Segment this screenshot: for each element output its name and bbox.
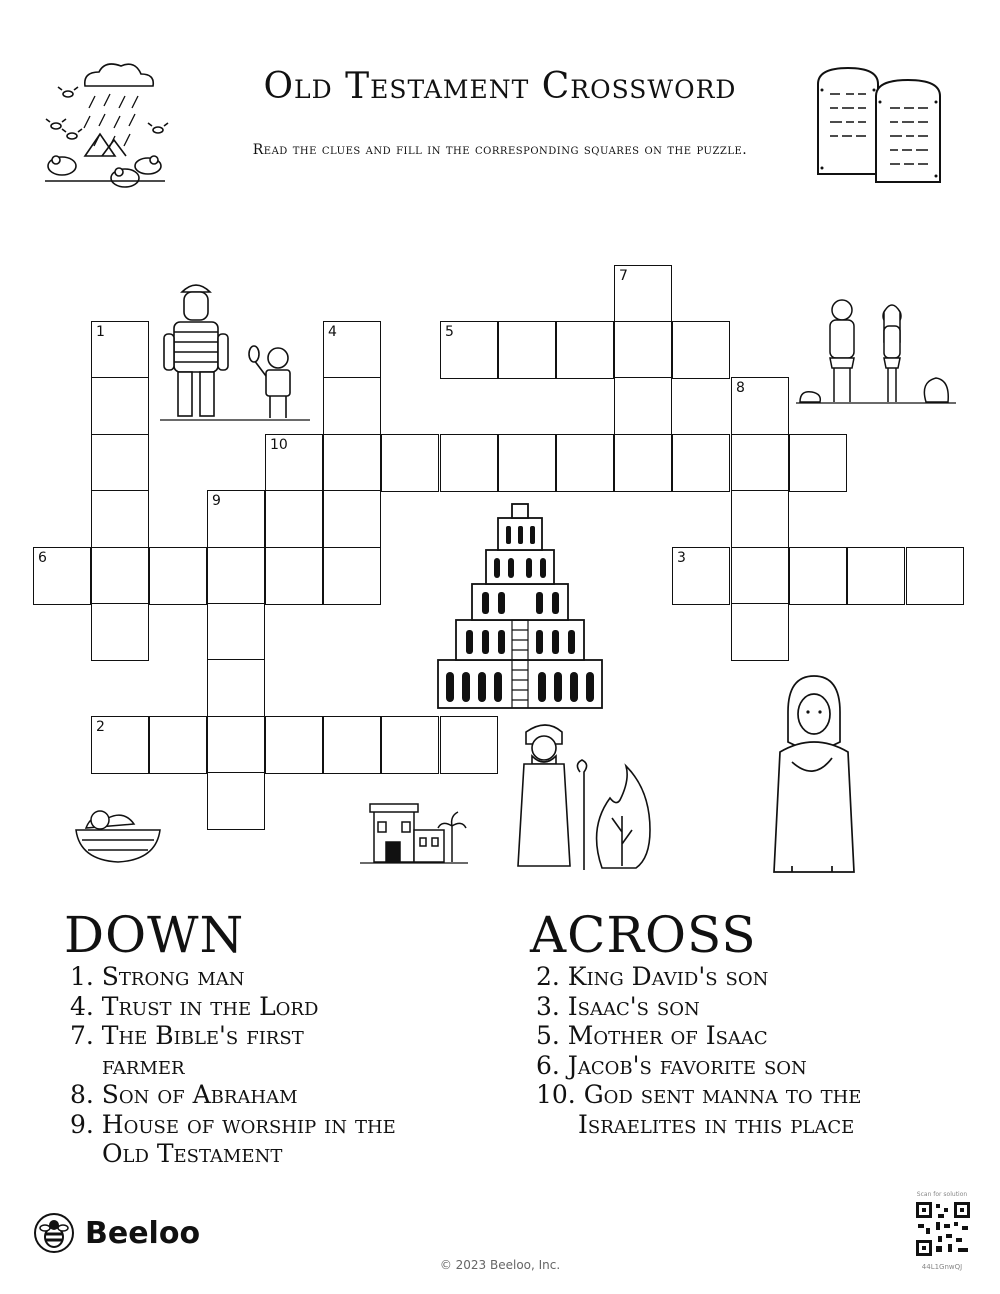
grid-cell[interactable] <box>731 547 789 605</box>
adam-and-eve-icon <box>796 296 956 408</box>
down-clue: 1. Strong man <box>70 962 245 991</box>
clue-number: 6 <box>38 550 47 566</box>
clue-number: 5 <box>445 324 454 340</box>
grid-cell[interactable] <box>440 321 498 379</box>
grid-cell[interactable] <box>33 547 91 605</box>
clue-number: 7 <box>619 268 628 284</box>
down-heading: DOWN <box>64 906 245 964</box>
baby-moses-basket-icon <box>72 800 164 866</box>
grid-cell[interactable] <box>672 321 730 379</box>
clue-number: 9 <box>212 493 221 509</box>
qr-label: Scan for solution <box>916 1191 968 1198</box>
grid-cell[interactable] <box>556 321 614 379</box>
grid-cell[interactable] <box>672 434 730 492</box>
down-clue: 8. Son of Abraham <box>70 1080 298 1109</box>
moses-burning-bush-icon <box>510 712 660 872</box>
bee-logo-icon <box>33 1212 75 1254</box>
grid-cell[interactable] <box>323 377 381 435</box>
across-clue-list <box>536 962 916 1139</box>
clue-number: 10 <box>270 437 288 453</box>
grid-cell[interactable] <box>906 547 964 605</box>
grid-cell[interactable] <box>149 716 207 774</box>
grid-cell[interactable] <box>207 716 265 774</box>
grid-cell[interactable] <box>789 434 847 492</box>
across-clue: 10. God sent manna to the Israelites in this place <box>536 1080 862 1139</box>
grid-cell[interactable] <box>207 772 265 830</box>
down-clue: 4. Trust in the Lord <box>70 991 319 1021</box>
plague-scene-icon <box>40 56 170 196</box>
grid-cell[interactable] <box>91 377 149 435</box>
grid-cell[interactable] <box>440 716 498 774</box>
samson-and-boy-icon <box>160 276 310 426</box>
grid-cell[interactable] <box>265 547 323 605</box>
grid-cell[interactable] <box>614 377 672 435</box>
qr-code-icon[interactable] <box>916 1202 970 1256</box>
stone-tablets-icon <box>808 64 958 188</box>
grid-cell[interactable] <box>265 490 323 548</box>
grid-cell[interactable] <box>731 377 789 435</box>
across-heading: ACROSS <box>530 906 757 964</box>
grid-cell[interactable] <box>91 434 149 492</box>
across-clue: 3. Isaac's son <box>536 991 700 1021</box>
across-clue: 2. King David's son <box>536 962 769 991</box>
grid-cell[interactable] <box>498 434 556 492</box>
temple-icon <box>360 800 468 868</box>
page-title: Old Testament Crossword <box>263 66 737 107</box>
grid-cell[interactable] <box>323 490 381 548</box>
grid-cell[interactable] <box>731 434 789 492</box>
qr-code-id: 44L1GnwQJ <box>921 1263 963 1271</box>
across-clue: 5. Mother of Isaac <box>536 1021 768 1050</box>
grid-cell[interactable] <box>91 490 149 548</box>
down-clue-list <box>70 962 410 1169</box>
grid-cell[interactable] <box>498 321 556 379</box>
grid-cell[interactable] <box>381 434 439 492</box>
grid-cell[interactable] <box>614 321 672 379</box>
grid-cell[interactable] <box>265 716 323 774</box>
down-clue: 7. The Bible's first farmer <box>70 1021 304 1080</box>
grid-cell[interactable] <box>381 716 439 774</box>
grid-cell[interactable] <box>323 547 381 605</box>
grid-cell[interactable] <box>323 716 381 774</box>
grid-cell[interactable] <box>672 547 730 605</box>
grid-cell[interactable] <box>149 547 207 605</box>
page-subtitle: Read the clues and fill in the corresponding squares on the puzzle. <box>252 142 748 158</box>
grid-cell[interactable] <box>91 321 149 379</box>
grid-cell[interactable] <box>614 265 672 323</box>
grid-cell[interactable] <box>265 434 323 492</box>
grid-cell[interactable] <box>731 490 789 548</box>
across-clue: 6. Jacob's favorite son <box>536 1050 807 1080</box>
grid-cell[interactable] <box>614 434 672 492</box>
clue-number: 4 <box>328 324 337 340</box>
clue-number: 2 <box>96 719 105 735</box>
down-clue: 9. House of worship in the Old Testament <box>70 1109 396 1168</box>
tower-of-babel-icon <box>428 500 612 712</box>
brand-name: Beeloo <box>85 1215 201 1251</box>
grid-cell[interactable] <box>440 434 498 492</box>
grid-cell[interactable] <box>847 547 905 605</box>
grid-cell[interactable] <box>91 603 149 661</box>
grid-cell[interactable] <box>323 434 381 492</box>
grid-cell[interactable] <box>207 659 265 717</box>
grid-cell[interactable] <box>556 434 614 492</box>
woman-figure-icon <box>768 672 858 880</box>
grid-cell[interactable] <box>91 547 149 605</box>
grid-cell[interactable] <box>207 490 265 548</box>
grid-cell[interactable] <box>731 603 789 661</box>
clue-number: 8 <box>736 380 745 396</box>
clue-number: 1 <box>96 324 105 340</box>
grid-cell[interactable] <box>323 321 381 379</box>
grid-cell[interactable] <box>789 547 847 605</box>
clue-number: 3 <box>677 550 686 566</box>
copyright: © 2023 Beeloo, Inc. <box>439 1258 561 1272</box>
brand-logo[interactable] <box>33 1212 200 1254</box>
grid-cell[interactable] <box>91 716 149 774</box>
grid-cell[interactable] <box>207 603 265 661</box>
grid-cell[interactable] <box>207 547 265 605</box>
